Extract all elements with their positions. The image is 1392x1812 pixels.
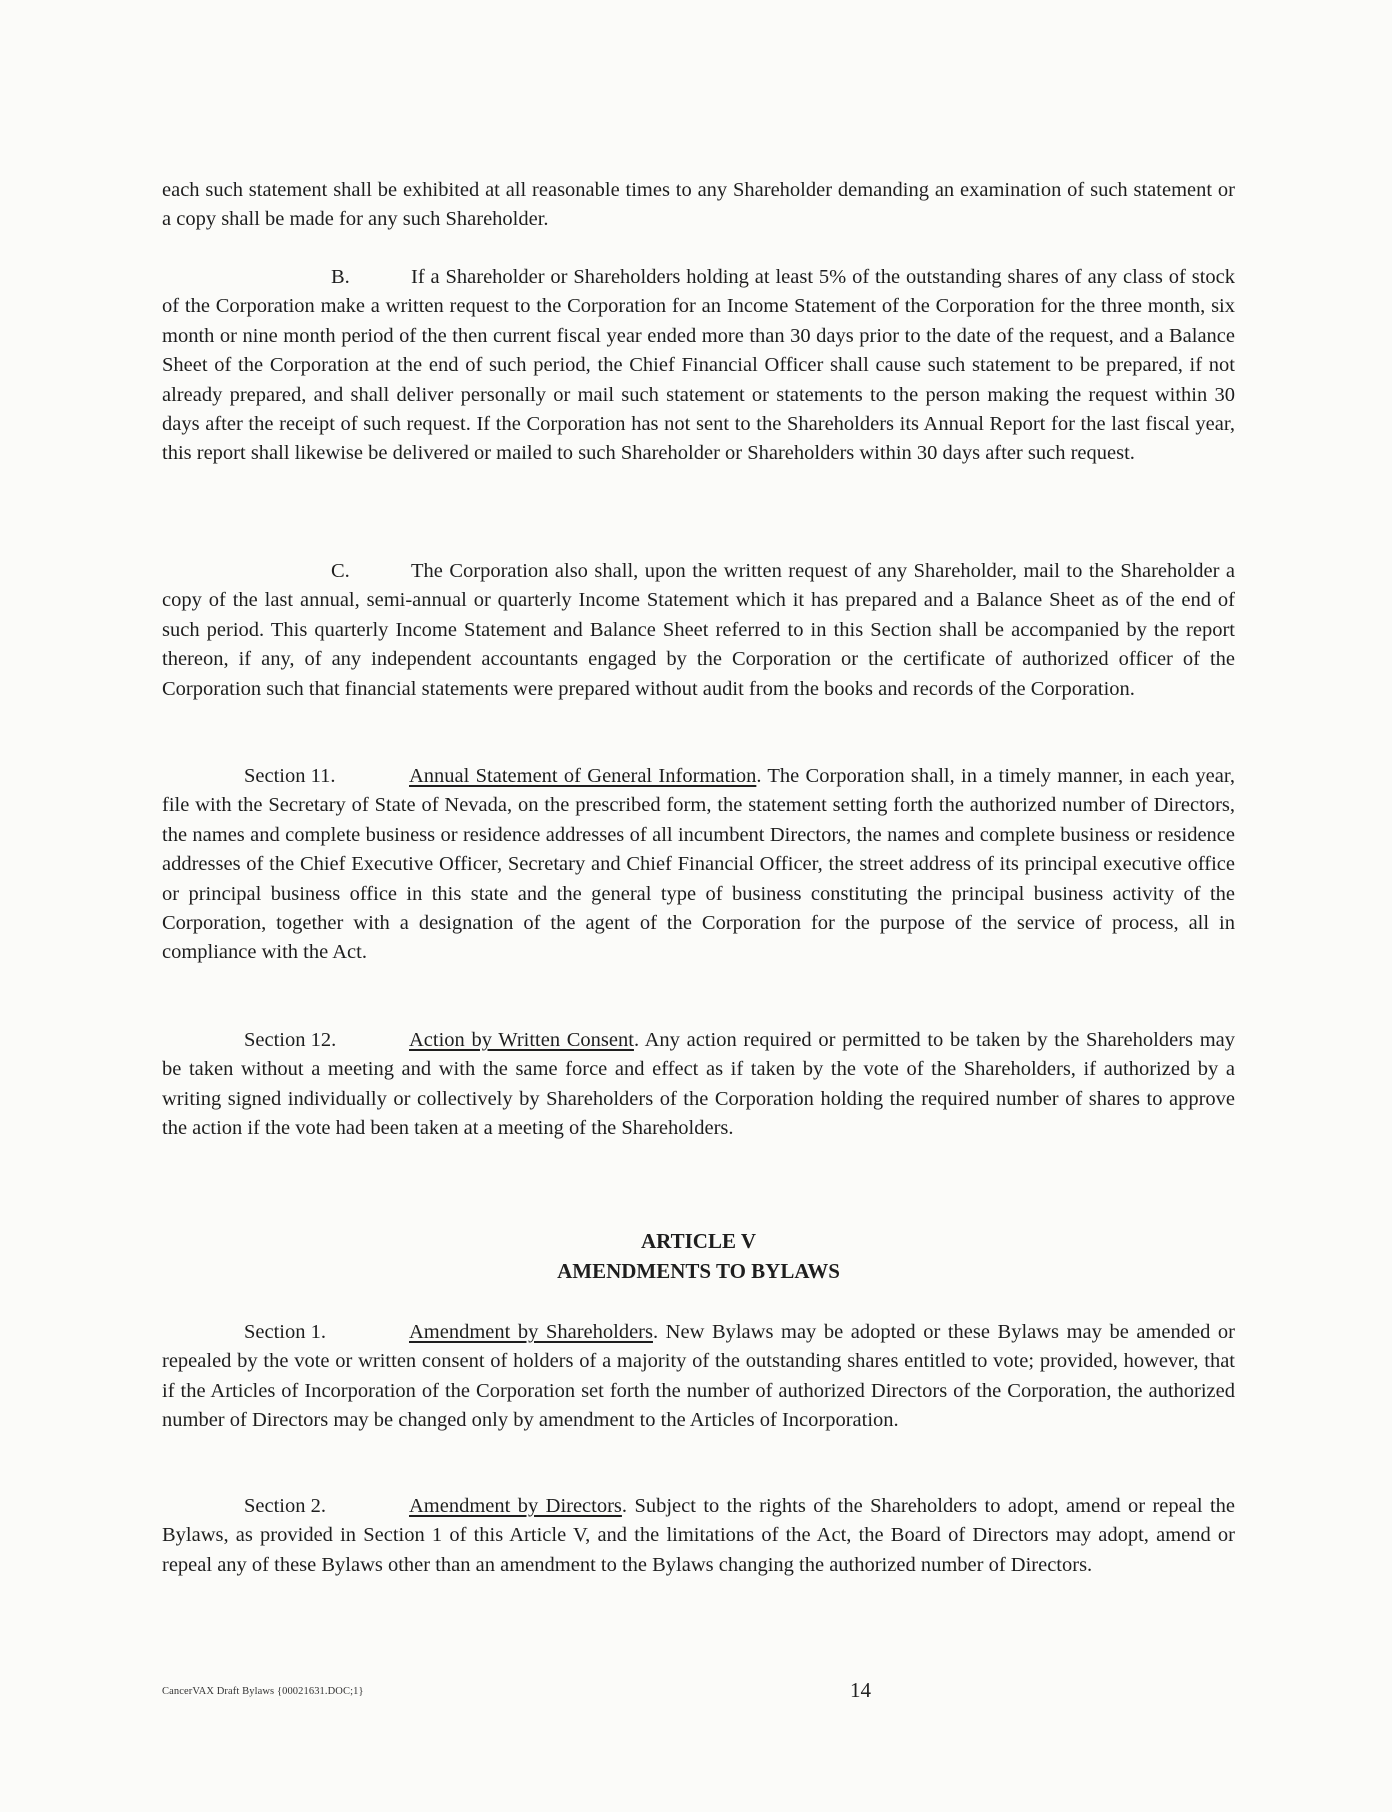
paragraph-c bbox=[162, 557, 1235, 704]
section-number: Section 1. bbox=[244, 1321, 326, 1343]
paragraph-text: If a Shareholder or Shareholders holding at least 5% of the outstanding shares of any class of stock of the Corporation make a written request to the Corporation for an Income Statement of the Corporation for the three month, six month or nine month period of the then current fiscal year ended more than 30 days prior to the date of the request, and a Balance Sheet of the Corporation at the end of such period, the Chief Financial Officer shall cause such statement to be prepared, if not already prepared, and shall deliver personally or mail such statement or statements to the person making the request within 30 days after the receipt of such request. If the Corporation has not sent to the Shareholders its Annual Report for the last fiscal year, this report shall likewise be delivered or mailed to such Shareholder or Shareholders within 30 days after such request. bbox=[162, 266, 1235, 465]
section-text: . The Corporation shall, in a timely manner, in each year, file with the Secretary of State of Nevada, on the prescribed form, the statement setting forth the authorized number of Directors, the names and complete business or residence addresses of all incumbent Directors, the names and complete business or residence addresses of the Chief Executive Officer, Secretary and Chief Financial Officer, the street address of its principal executive office or principal business office in this state and the general type of business constituting the principal business activity of the Corporation, together with a designation of the agent of the Corporation for the purpose of the service of process, all in compliance with the Act. bbox=[162, 765, 1235, 964]
section-number: Section 11. bbox=[244, 765, 336, 787]
paragraph-text: each such statement shall be exhibited at all reasonable times to any Shareholder demanding an examination of such statement or a copy shall be made for any such Shareholder. bbox=[162, 179, 1235, 231]
subsection-label: C. bbox=[331, 560, 350, 582]
subsection-label: B. bbox=[331, 266, 350, 288]
paragraph-b bbox=[162, 263, 1235, 469]
section-text: . Any action required or permitted to be taken by the Shareholders may be taken without a meeting and with the same force and effect as if taken by the vote of the Shareholders, if authorized by a writing signed individually or collectively by Shareholders of the Corporation holding the required number of shares to approve the action if the vote had been taken at a meeting of the Shareholders. bbox=[162, 1029, 1235, 1140]
section-text: . Subject to the rights of the Shareholders to adopt, amend or repeal the Bylaws, as provided in Section 1 of this Article V, and the limitations of the Act, the Board of Directors may adopt, amend or repeal any of these Bylaws other than an amendment to the Bylaws changing the authorized number of Directors. bbox=[162, 1495, 1235, 1576]
article-v-section-1 bbox=[162, 1318, 1235, 1436]
section-title: Action by Written Consent bbox=[409, 1029, 634, 1051]
article-subheading: AMENDMENTS TO BYLAWS bbox=[557, 1259, 840, 1283]
section-number: Section 2. bbox=[244, 1495, 326, 1517]
article-heading: ARTICLE V bbox=[641, 1229, 756, 1253]
section-title: Amendment by Directors bbox=[409, 1495, 622, 1517]
section-text: . New Bylaws may be adopted or these Bylaws may be amended or repealed by the vote or written consent of holders of a majority of the outstanding shares entitled to vote; provided, however, that if the Articles of Incorporation of the Corporation set forth the number of authorized Directors of the Corporation, the authorized number of Directors may be changed only by amendment to the Articles of Incorporation. bbox=[162, 1321, 1235, 1432]
article-v-section-2 bbox=[162, 1492, 1235, 1580]
section-number: Section 12. bbox=[244, 1029, 337, 1051]
section-12 bbox=[162, 1026, 1235, 1144]
paragraph-text: The Corporation also shall, upon the written request of any Shareholder, mail to the Shareholder a copy of the last annual, semi-annual or quarterly Income Statement which it has prepared and a Balance Sheet as of the end of such period. This quarterly Income Statement and Balance Sheet referred to in this Section shall be accompanied by the report thereon, if any, of any independent accountants engaged by the Corporation or the certificate of authorized officer of the Corporation such that financial statements were prepared without audit from the books and records of the Corporation. bbox=[162, 560, 1235, 700]
page-number: 14 bbox=[850, 1678, 871, 1702]
footer-doc-reference: CancerVAX Draft Bylaws {00021631.DOC;1} bbox=[162, 1686, 364, 1697]
section-title: Annual Statement of General Information bbox=[409, 765, 757, 787]
paragraph-continuation bbox=[162, 176, 1235, 235]
section-11 bbox=[162, 762, 1235, 968]
section-title: Amendment by Shareholders bbox=[409, 1321, 653, 1343]
